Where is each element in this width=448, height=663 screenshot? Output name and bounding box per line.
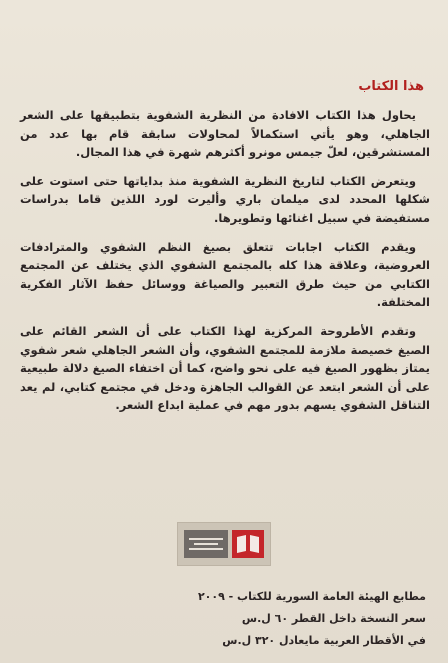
blurb-block [20, 78, 430, 415]
blurb-paragraph-1: يحاول هذا الكتاب الافادة من النظرية الشفوية بتطبيقها على الشعر الجاهلي، وهو يأتي استكمالاً لمحاولات سابقة قام بها عدد من المستشرقين، لعلّ جيمس مونرو أكثرهم شهرة في هذا المجال. [20, 108, 430, 160]
blurb-paragraph-2: ويتعرض الكتاب لتاريخ النظرية الشفوية منذ بداياتها حتى استوت على شكلها المحدد لدى ميلمان باري وأليرت لورد اللذين قاما بدراسات مستفيضة في سبيل اغنائها وتطويرها. [20, 173, 430, 225]
blurb-paragraph-3: ويقدم الكتاب اجابات تتعلق بصيغ النظم الشفوي والمترادفات العروضية، وعلاقة هذا كله بالمجتمع الشفوي الذي يختلف عن المجتمع الكتابي من حيث طرق التعبير والصياغة ووسائل حفظ الآثار الفكرية المختلفة. [20, 239, 430, 310]
publisher-name-panel [184, 530, 228, 558]
price-arab-countries: في الأقطار العربية مايعادل ٣٢٠ ل.س [222, 634, 426, 647]
publisher-logo [177, 522, 271, 566]
blurb-heading: هذا الكتاب [358, 79, 424, 94]
price-local: سعر النسخة داخل القطر ٦٠ ل.س [241, 612, 426, 625]
blurb-paragraph-4: وتقدم الأطروحة المركزية لهذا الكتاب على أن الشعر القائم على الصيغ خصيصة ملازمة للمجتمع الشفوي، وأن الشعر الجاهلي شعر شفوي يمتاز بظهور الصيغ فيه على نحو واضح، كما أن اختفاء الصيغ دلالة طبيعية على أن الشعر ابتعد عن القوالب الجاهزة ودخل في مجتمع كتابي، لم يعد التناقل الشفوي يسهم بدور مهم في عملية ابداع الشعر. [20, 323, 430, 413]
imprint-block [0, 586, 426, 652]
open-book-icon [232, 530, 264, 558]
printer-line: مطابع الهيئة العامة السورية للكتاب - ٢٠٠٩ [197, 590, 426, 603]
